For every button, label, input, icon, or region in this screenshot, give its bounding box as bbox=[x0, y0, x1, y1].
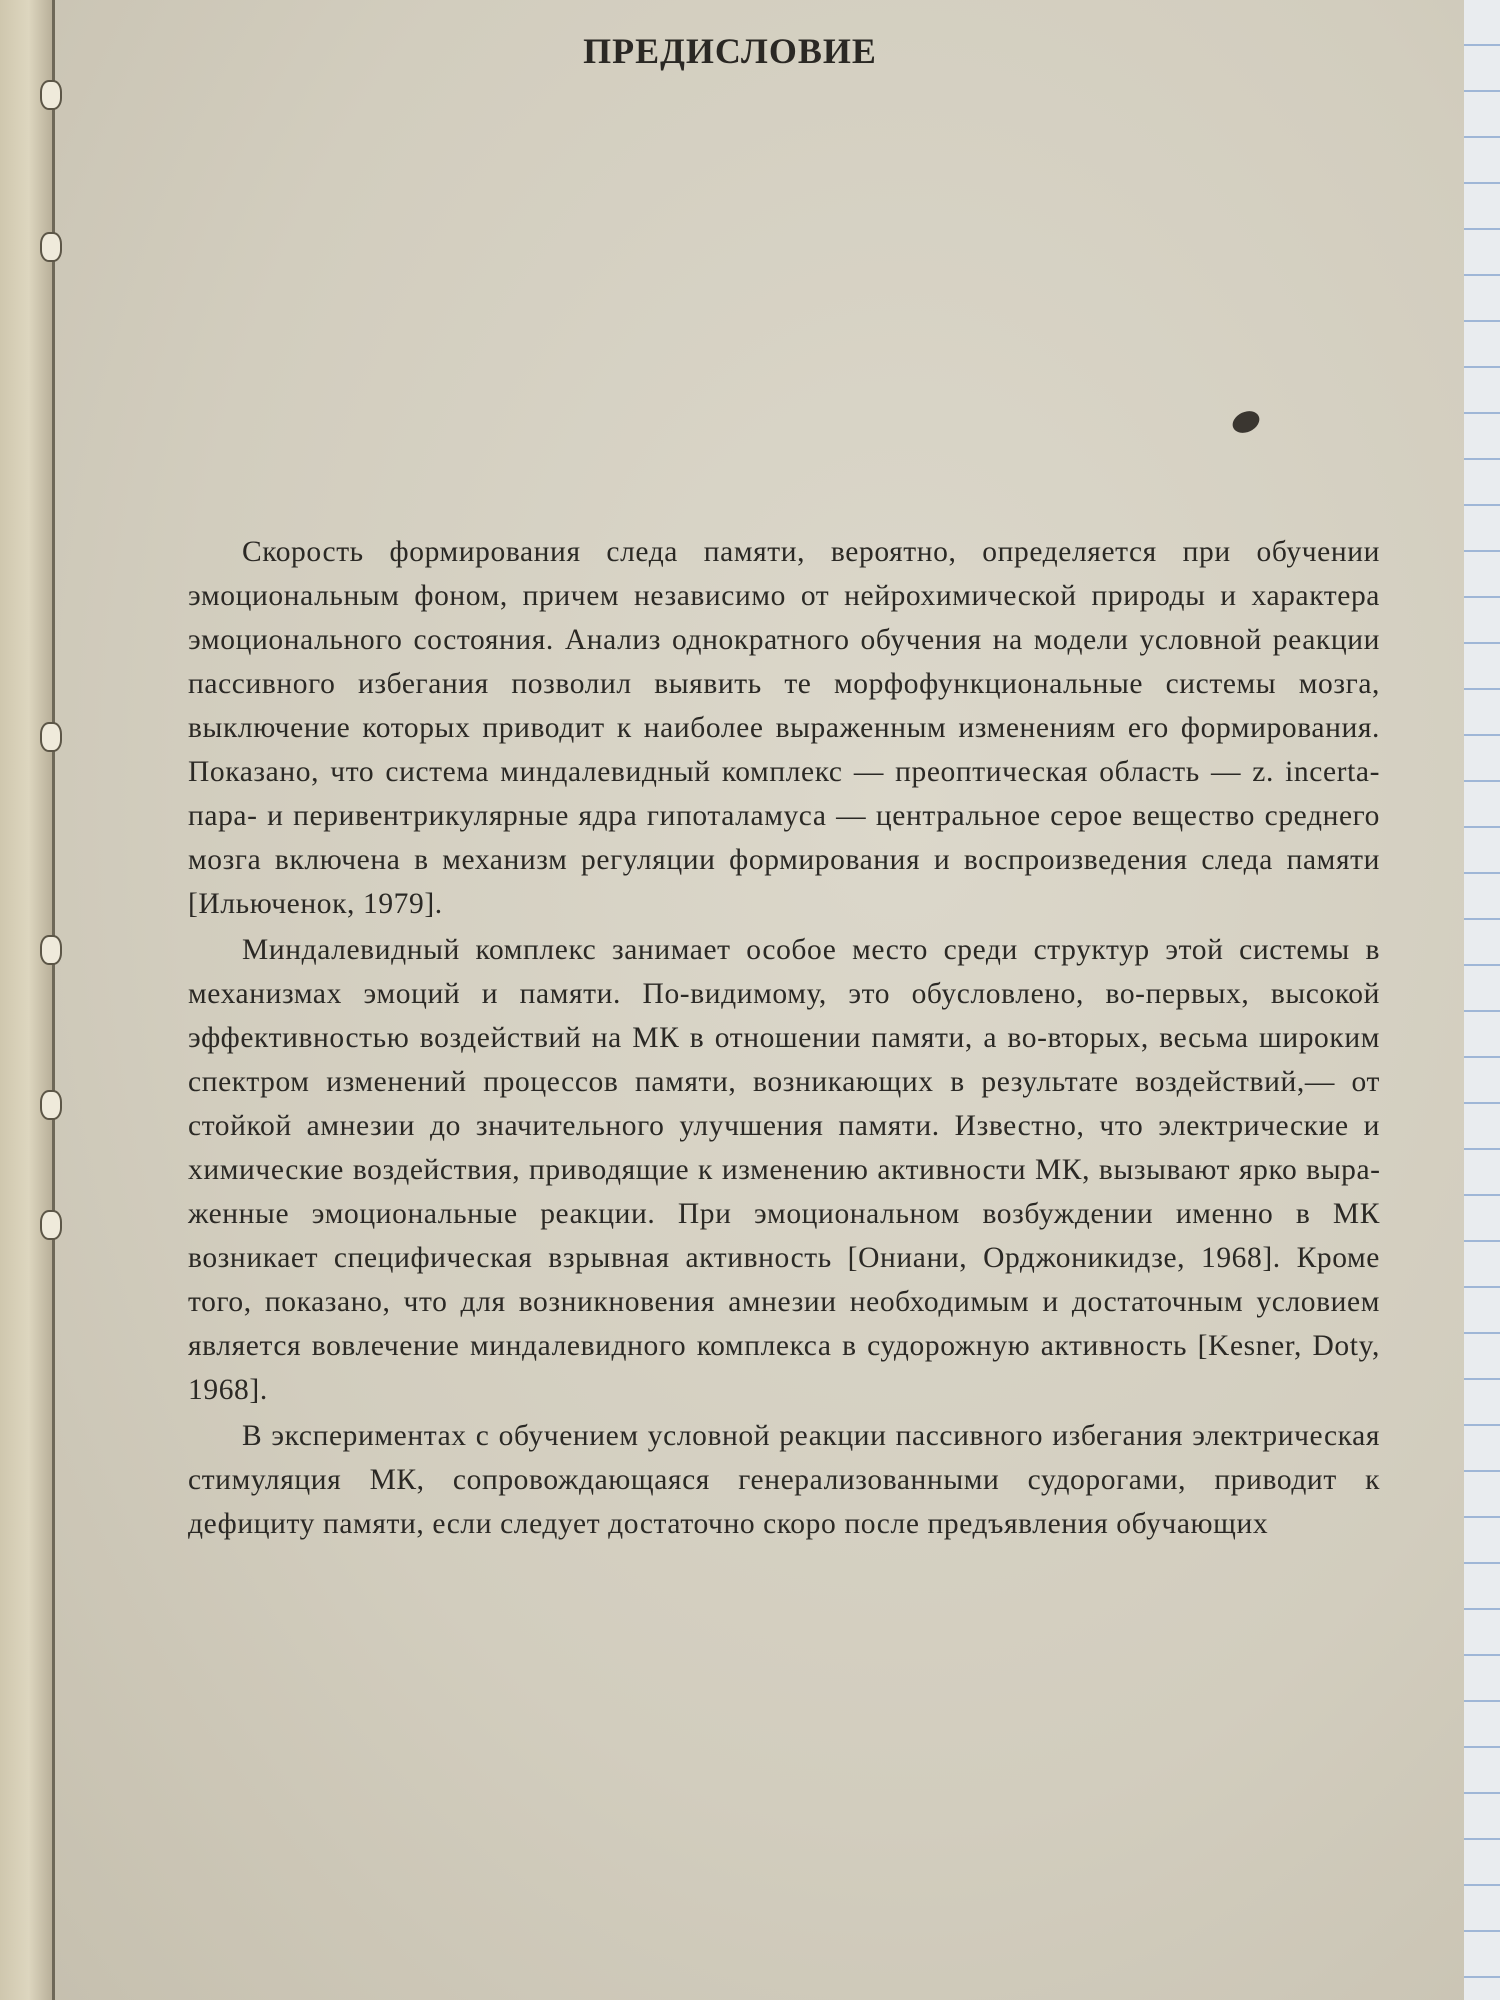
binding-stitch bbox=[40, 935, 62, 965]
binding-stitch bbox=[40, 722, 62, 752]
binding-stitch bbox=[40, 232, 62, 262]
binding-stitch bbox=[40, 1210, 62, 1240]
previous-page-edge bbox=[0, 0, 52, 2000]
notebook-edge bbox=[1464, 0, 1500, 2000]
binding-line bbox=[52, 0, 55, 2000]
paragraph: Скорость формирования следа памяти, вероятно, определяется при обучении эмоциональным фоном, причем независимо от нейрохимической природы и характера эмоционального состояния. Анализ однократного обучения на модели условной реакции пассивного избегания позволил выявить те морфофункциональные системы мозга, выключение которых приводит к наиболее выраженным изменениям его формирования. Показано, что система миндалевидный комплекс — преоптическая область — z. incerta-пара- и перивентрикулярные ядра гипоталамуса — центральное серое вещество среднего мозга включена в механизм регуляции формирования и воспроизведения следа памяти [Ильюченок, 1979]. bbox=[188, 536, 1380, 920]
paragraph: Миндалевидный комплекс занимает особое место среди структур этой системы в механизмах эмоций и памяти. По-видимому, это обусловлено, во-первых, высокой эффективностью воздействий на МК в отношении памяти, а во-вторых, весьма широким спектром изменений процессов памяти, возникающих в результате воздействий,— от стойкой амнезии до значительного улучшения памяти. Известно, что электрические и химические воздействия, приводящие к изменению активности МК, вызывают ярко выраженные эмоциональные реакции. При эмоциональном возбуждении именно в МК возникает специфическая взрывная активность [Ониани, Орджоникидзе, 1968]. Кроме того, показано, что для возникновения амнезии необходимым и достаточным условием является вовлечение миндалевидного комплекса в судорожную активность [Kesner, Doty, 1968]. bbox=[188, 934, 1380, 1406]
body-text bbox=[188, 530, 1380, 1548]
page-title: ПРЕДИСЛОВИЕ bbox=[583, 31, 877, 71]
binding-stitch bbox=[40, 80, 62, 110]
binding-stitch bbox=[40, 1090, 62, 1120]
paragraph: В экспериментах с обучением условной реакции пассивного избегания электрическая стимуляция МК, сопровождающаяся генерализованными судорогами, приводит к дефициту памяти, если следует достаточно скоро после предъявления обучающих bbox=[188, 1420, 1380, 1540]
